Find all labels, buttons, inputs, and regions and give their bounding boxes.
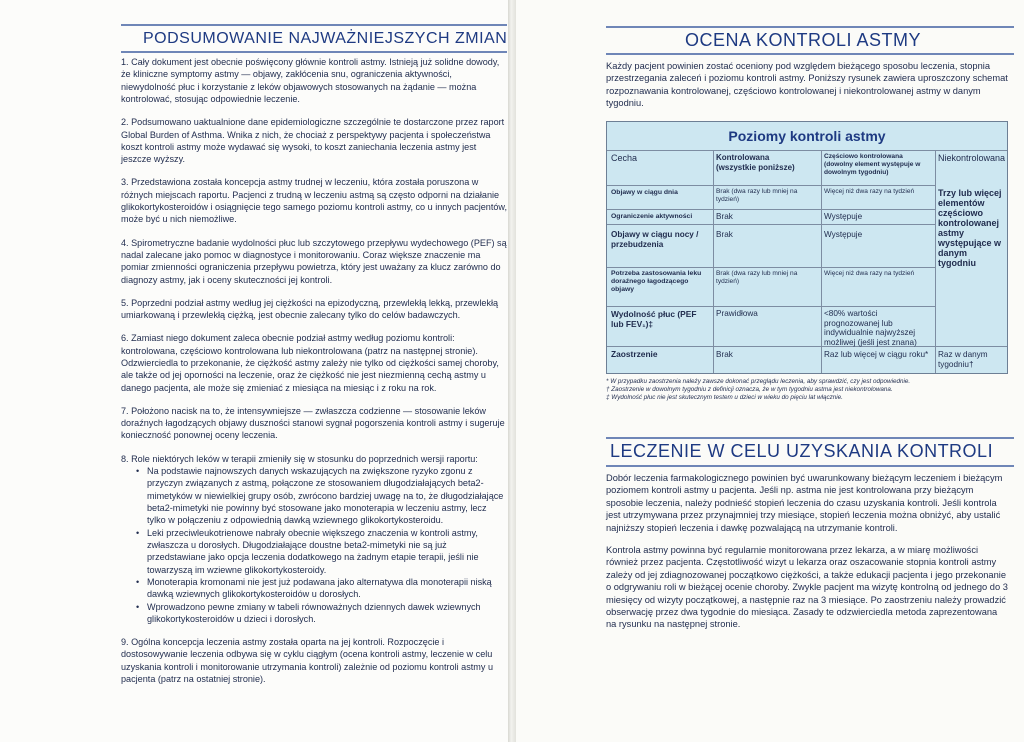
- summary-point-3: 3. Przedstawiona została koncepcja astmy trudnej w leczeniu, która została poruszona w różnych miejscach raportu. Pacjenci z trudną w leczeniu astmą są często odporni na działanie glikokortykosteroidów i osiągnięcie tego samego poziomu kontroli astmy, co u innych pacjentów, może być u nich niemożliwe.: [121, 177, 508, 225]
- row-zaostrzenie: Zaostrzenie: [611, 349, 658, 359]
- header-kontrolowana: [716, 153, 820, 172]
- summary-point-8: 8. Role niektórych leków w terapii zmieniły się w stosunku do poprzednich wersji raportu:: [121, 453, 478, 464]
- cell-value: Brak (dwa razy lub mniej na tydzień): [716, 188, 798, 203]
- summary-point-6: 6. Zamiast niego dokument zaleca obecnie podział astmy według poziomu kontroli: kontrolowana, częściowo kontrolowana lub niekontrolowana (patrz na następnej stronie). Odzwierciedla to przekonanie, że ciężkość astmy zależy nie tylko od ciężkości samej choroby, ale także od jej oporności na leczenie, oraz że ciężkość nie jest niezmienną cechą astmy u danego pacjenta, ale może się zmieniać z miesiąca na miesiąc i z roku na rok.: [121, 333, 499, 393]
- header-niekontrolowana: Niekontrolowana: [938, 153, 1006, 163]
- table-divider: [713, 150, 714, 373]
- table-divider: [607, 306, 935, 307]
- cell-value: Brak: [716, 350, 733, 359]
- right-heading-treatment: LECZENIE W CELU UZYSKANIA KONTROLI: [610, 441, 994, 461]
- cell-value: Występuje: [824, 230, 863, 239]
- table-divider: [821, 150, 822, 373]
- header-kontrolowana-label: Kontrolowana: [716, 153, 770, 162]
- list-item: • Monoterapia kromonami nie jest już podawana jako alternatywa dla monoterapii niską dawką wziewnych glikokortykosteroidów u dorosłych.: [147, 576, 507, 601]
- row-ograniczenie: Ograniczenie aktywności: [611, 213, 693, 220]
- cell-value: Prawidłowa: [716, 309, 758, 318]
- header-kontrolowana-sub: (wszystkie poniższe): [716, 162, 795, 172]
- cell-value: Brak: [716, 212, 733, 221]
- heading-rule-bottom: [121, 51, 507, 53]
- table-title: Poziomy kontroli astmy: [728, 128, 886, 144]
- treatment-paragraph-1: Dobór leczenia farmakologicznego powinien być uwarunkowany bieżącym leczeniem i bieżącym poziomem kontroli astmy u pacjenta. Jeśli np. astma nie jest kontrolowana przy bieżącym sposobie leczenia, należy podnieść stopień leczenia do czasu uzyskania kontroli. Jeśli kontrola jest utrzymywana przez przynajmniej trzy miesiące, stopień leczenia można obniżyć, aby ustalić najniższy stopień leczenia i dawkę pozwalającą na utrzymanie kontroli.: [606, 473, 1003, 533]
- summary-point-1: 1. Cały dokument jest obecnie poświęcony głównie kontroli astmy. Istnieją już solidne dowody, że kliniczne symptomy astmy — objawy, zakłócenia snu, ograniczenia aktywności, niewydolność płuc i korzystanie z leków objawowych stosowanych na żądanie — można kontrolować, stosując odpowiednie leczenie.: [121, 57, 500, 105]
- table-divider: [607, 346, 1007, 347]
- cell-value: Raz w danym tygodniu†: [938, 350, 988, 369]
- header-czesciowo: Częściowo kontrolowana (dowolny element występuje w dowolnym tygodniu): [824, 153, 921, 176]
- summary-point-9: 9. Ogólna koncepcja leczenia astmy została oparta na jej kontroli. Rozpoczęcie i dostosowywanie leczenia odbywa się w cyklu ciągłym (ocena kontroli astmy, leczenie w celu uzyskania kontroli i monitorowanie utrzymania kontroli) zależnie od poziomu kontroli astmy u pacjenta (patrz na ostatniej stronie).: [121, 637, 494, 685]
- cell-value: Raz lub więcej w ciągu roku*: [824, 350, 929, 359]
- assessment-intro-text: Każdy pacjent powinien zostać oceniony pod względem bieżącego sposobu leczenia, stopnia przestrzegania zaleceń i poziomu kontroli astmy. Poniższy rysunek zawiera uproszczony schemat rozpoznawania kontrolowanej, częściowo kontrolowanej i niekontrolowanej astmy w danym tygodniu.: [606, 61, 1008, 109]
- row-lek-dorazny: Potrzeba zastosowania leku doraźnego łagodzącego objawy: [611, 270, 702, 293]
- treatment-text: [606, 472, 1010, 641]
- row-objawy-dzien: Objawy w ciągu dnia: [611, 189, 678, 196]
- cell-value: Występuje: [824, 212, 863, 221]
- left-heading: PODSUMOWANIE NAJWAŻNIEJSZYCH ZMIAN: [143, 30, 508, 47]
- cell-value: Więcej niż dwa razy na tydzień: [824, 270, 915, 277]
- table-divider: [607, 267, 935, 268]
- summary-point-8-list: [121, 465, 507, 625]
- footnote: ‡ Wydolność płuc nie jest skutecznym testem u dzieci w wieku do pięciu lat włącznie.: [606, 394, 843, 402]
- table-divider: [607, 185, 935, 186]
- cell-value: <80% wartości prognozowanej lub indywidualnie najwyższej możliwej (jeśli jest znana): [824, 309, 917, 347]
- summary-point-2: 2. Podsumowano uaktualnione dane epidemiologiczne szczególnie te dostarczone przez raport Global Burden of Asthma. Wnika z nich, że chociaż z perspektywy pacjenta i społeczeństwa koszt kontroli astmy może wydawać się wysoki, to koszt zaniechania leczenia astmy jest jeszcze wyższy.: [121, 117, 505, 165]
- right-heading-assessment: OCENA KONTROLI ASTMY: [685, 30, 922, 50]
- table-footnotes: [606, 378, 1008, 403]
- list-item: • Wprowadzono pewne zmiany w tabeli równoważnych dziennych dawek wziewnych glikokortykosteroidów u dzieci i dorosłych.: [147, 601, 507, 626]
- summary-point-5: 5. Poprzedni podział astmy według jej ciężkości na epizodyczną, przewlekłą lekką, przewlekłą umiarkowaną i przewlekłą ciężką, jest obecnie zalecany tylko do celów badawczych.: [121, 297, 499, 321]
- row-wydolnosc: Wydolność płuc (PEF lub FEV₁)‡: [611, 309, 697, 329]
- cell-value: Brak: [716, 230, 733, 239]
- header-cecha: Cecha: [611, 153, 638, 163]
- list-item: • Na podstawie najnowszych danych wskazujących na zwiększone ryzyko zgonu z przyczyn związanych z astmą, połączone ze stosowaniem długodziałających beta2-mimetyków w niewielkiej grupy osób, zwrócono bardziej uwagę na to, że długodziałające beta2-mimetyki nie powinny być stosowane jako monoterapia w leczeniu astmy, lecz tylko w połączeniu z odpowiednią dawką wziewnego glikokortykosteroidu.: [147, 465, 507, 527]
- heading-rule-bottom: [606, 53, 1014, 55]
- assessment-intro: [606, 60, 1010, 120]
- footnote: † Zaostrzenie w dowolnym tygodniu z definicji oznacza, że w tym tygodniu astma jest niekontrolowana.: [606, 386, 893, 394]
- summary-point-4: 4. Spirometryczne badanie wydolności płuc lub szczytowego przepływu wydechowego (PEF) są nadal zalecane jako pomoc w diagnostyce i monitorowaniu. Coraz większe znaczenie ma pomiar zmienności ograniczenia przepływu powietrza, który jest uważany za klucz zarówno do diagnozy astmy, jak i oceny skuteczności jej kontroli.: [121, 237, 507, 285]
- table-divider: [607, 150, 1007, 151]
- table-divider: [935, 150, 936, 373]
- summary-column: [121, 56, 507, 696]
- heading-rule-bottom: [606, 465, 1014, 467]
- heading-rule-top: [606, 437, 1014, 439]
- page-spine: [508, 0, 516, 742]
- cell-value: Więcej niż dwa razy na tydzień: [824, 188, 915, 195]
- cell-value: Brak (dwa razy lub mniej na tydzień): [716, 270, 798, 285]
- summary-point-7: 7. Położono nacisk na to, że intensywniejsze — zwłaszcza codzienne — stosowanie leków doraźnych łagodzących objawy duszności stanowi sygnał pogorszenia kontroli astmy i sugeruje konieczność ponownej oceny leczenia.: [121, 405, 505, 441]
- table-divider: [607, 209, 935, 210]
- asthma-control-table: [606, 121, 1008, 374]
- heading-rule-top: [606, 26, 1014, 28]
- table-divider: [607, 224, 935, 225]
- footnote: * W przypadku zaostrzenia należy zawsze dokonać przeglądu leczenia, aby sprawdzić, czy jest odpowiednie.: [606, 378, 911, 385]
- heading-rule-top: [121, 24, 507, 26]
- niekontrolowana-rule: Trzy lub więcej elementów częściowo kontrolowanej astmy występujące w danym tygodniu: [938, 188, 1002, 268]
- treatment-paragraph-2: Kontrola astmy powinna być regularnie monitorowana przez lekarza, a w miarę możliwości również przez pacjenta. Częstotliwość wizyt u lekarza oraz oszacowanie stopnia kontroli astmy zależy od jej zdiagnozowanej początkowo ciężkości, a także edukacji pacjenta i jego przekonanie o odgrywaniu roli w bieżącej ocenie choroby. Zwykle pacjent ma wizytę kontrolną od jednego do 3 miesięcy od wizyty początkowej, a następnie raz na 3 miesiące. Po zaostrzeniu należy prowadzić obserwację przez dwa tygodnie do miesiąca. Zasady te odzwierciedla metoda zaprezentowana na rysunku na następnej stronie.: [606, 545, 1008, 630]
- list-item: • Leki przeciwleukotrienowe nabrały obecnie większego znaczenia w kontroli astmy, zwłaszcza u dorosłych. Długodziałające doustne beta2-mimetyki nie są już przedstawiane jako opcja leczenia dodatkowego na żadnym etapie terapii, jeśli nie towarzyszą im wziewne glikokortykosteroidy.: [147, 527, 507, 576]
- row-objawy-noc: Objawy w ciągu nocy / przebudzenia: [611, 230, 699, 249]
